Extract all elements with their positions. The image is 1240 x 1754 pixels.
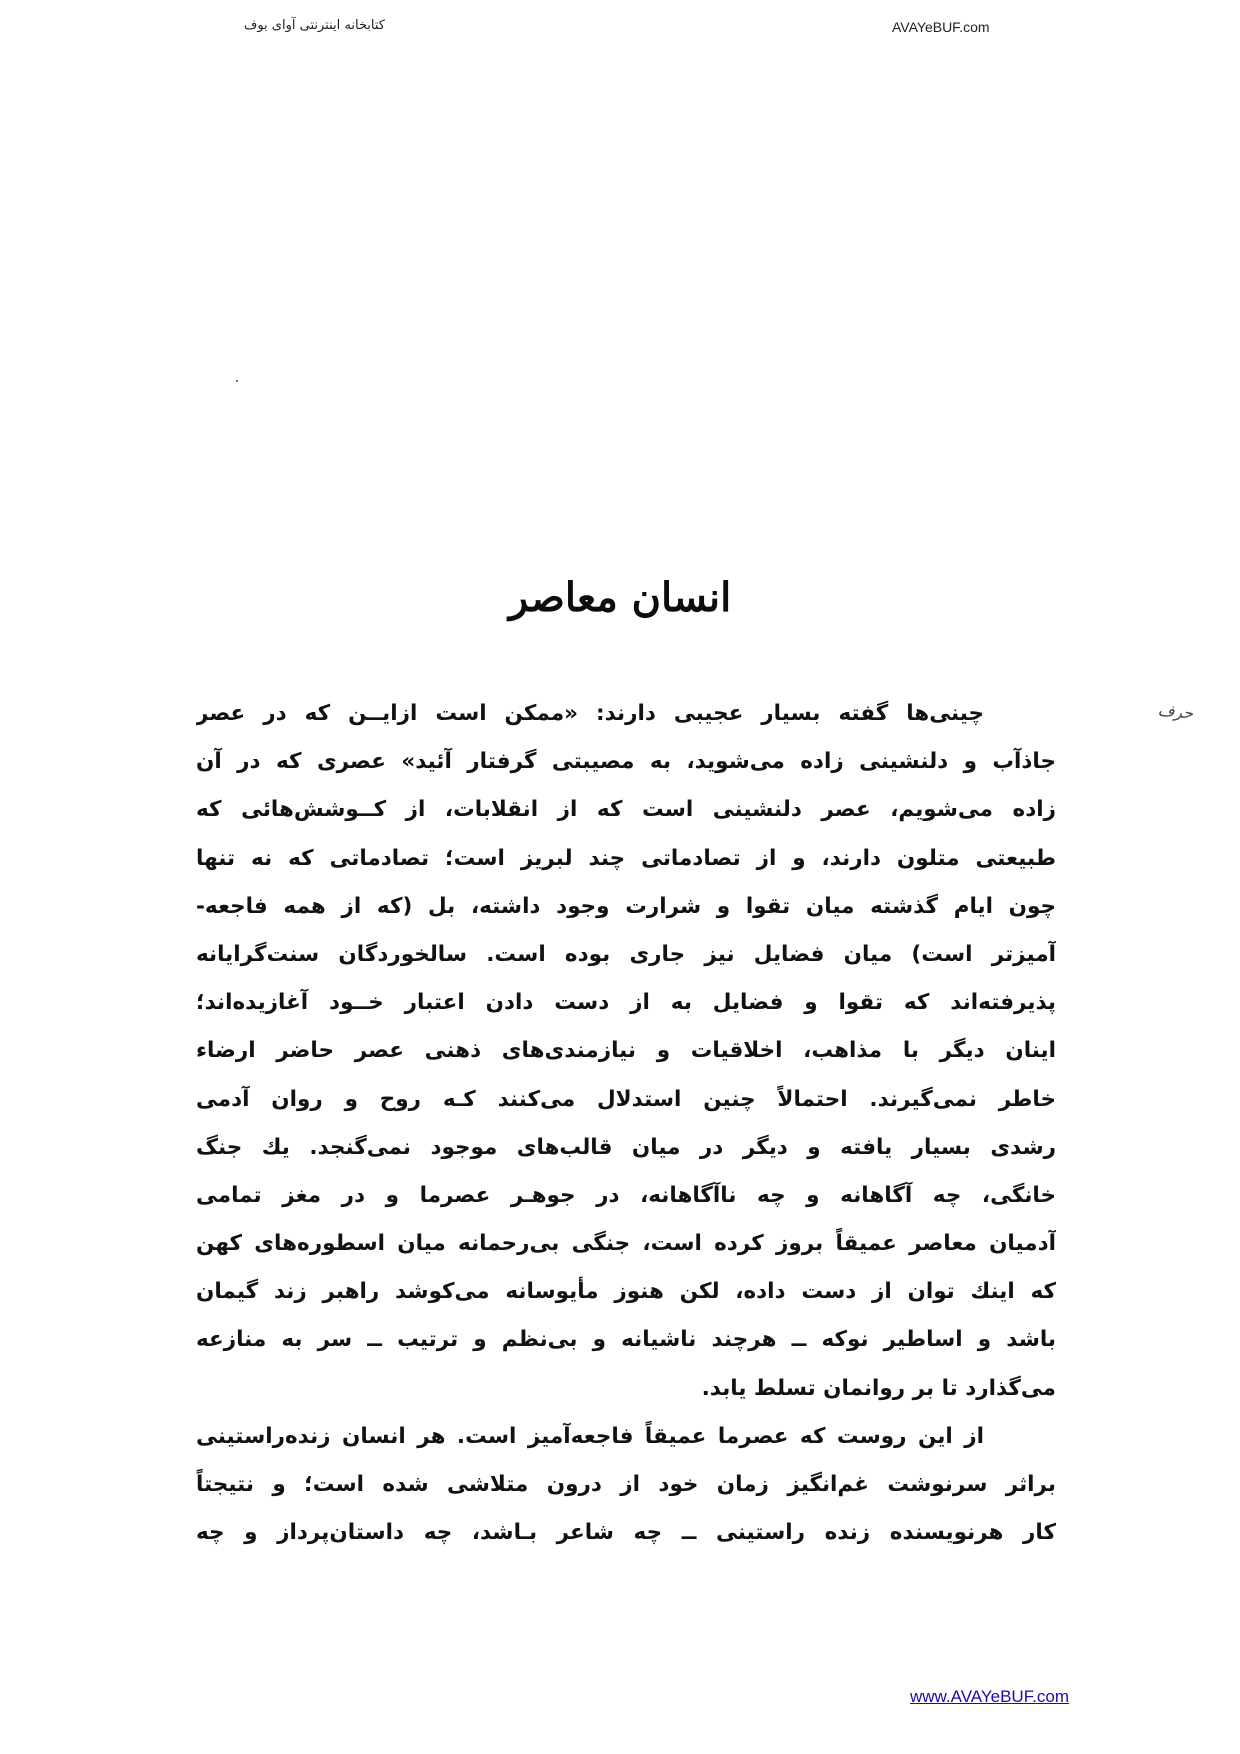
body-text	[196, 690, 1056, 1557]
text-line: که اینك توان از دست داده، لکن هنوز مأیوسانه می‌کوشد راهبر زند گیمان	[196, 1279, 1056, 1305]
text-line: آدمیان معاصر عمیقاً بروز کرده است، جنگی بی‌رحمانه میان اسطوره‌های کهن	[196, 1231, 1056, 1257]
text-line: زاده می‌شویم، عصر دلنشینی است که از انقلابات، از کــوشش‌هائی که	[196, 797, 1056, 823]
text-line: براثر سرنوشت غم‌انگیز زمان خود از درون متلاشی شده است؛ و نتیجتاً	[196, 1472, 1056, 1497]
paragraph-1	[196, 690, 1056, 1413]
text-line: می‌گذارد تا بر روانمان تسلط یابد.	[701, 1375, 1056, 1401]
text-line: پذیرفته‌اند که تقوا و فضایل به از دست دادن اعتبار خــود آغازیده‌اند؛	[196, 990, 1056, 1016]
text-line: باشد و اساطیر نوکه ــ هرچند ناشیانه و بی‌نظم و ترتیب ــ سر به منازعه	[196, 1327, 1056, 1353]
header-site-name: AVAYeBUF.com	[892, 19, 990, 35]
text-line: آمیزتر است) میان فضایل نیز جاری بوده است. سالخوردگان سنت‌گرایانه	[196, 941, 1056, 967]
text-line: جاذآب و دلنشینی زاده می‌شوید، به مصیبتی گرفتار آئید» عصری که در آن	[196, 749, 1056, 775]
text-line: چینی‌ها گفته بسیار عجیبی دارند: «ممکن است ازایــن که در عصر	[196, 701, 984, 726]
text-line: رشدی بسیار یافته و دیگر در میان قالب‌های موجود نمی‌گنجد. یك جنگ	[196, 1134, 1056, 1160]
text-line: خاطر نمی‌گیرند. احتمالاً چنین استدلال می‌کنند کـه روح و روان آدمی	[196, 1086, 1056, 1112]
header-library-name: کتابخانه اینترنتی آوای بوف	[243, 18, 385, 33]
footer-website-link[interactable]: www.AVAYeBUF.com	[910, 1687, 1070, 1706]
chapter-title: انسان معاصر	[508, 574, 732, 621]
text-line: از این روست که عصرما عمیقاً فاجعه‌آمیز است. هر انسان زنده‌راستینی	[196, 1423, 984, 1449]
text-line: خانگی، چه آگاهانه و چه ناآگاهانه، در جوهـر عصرما و در مغز تمامی	[196, 1182, 1056, 1208]
paragraph-2	[196, 1413, 1056, 1558]
text-line: چون ایام گذشته میان تقوا و شرارت وجود داشته، بل (که از همه فاجعه-	[196, 893, 1056, 919]
scan-speck	[236, 380, 238, 382]
handwritten-margin-note: حرف	[1157, 700, 1195, 723]
text-line: طبیعتی متلون دارند، و از تصادماتی چند لبریز است؛ تصادماتی که نه تنها	[196, 845, 1056, 871]
text-line: کار هرنویسنده زنده راستینی ــ چه شاعر بـاشد، چه داستان‌پرداز و چه	[196, 1520, 1056, 1546]
text-line: اینان دیگر با مذاهب، اخلاقیات و نیازمندی‌های ذهنی عصر حاضر ارضاء	[196, 1038, 1056, 1064]
